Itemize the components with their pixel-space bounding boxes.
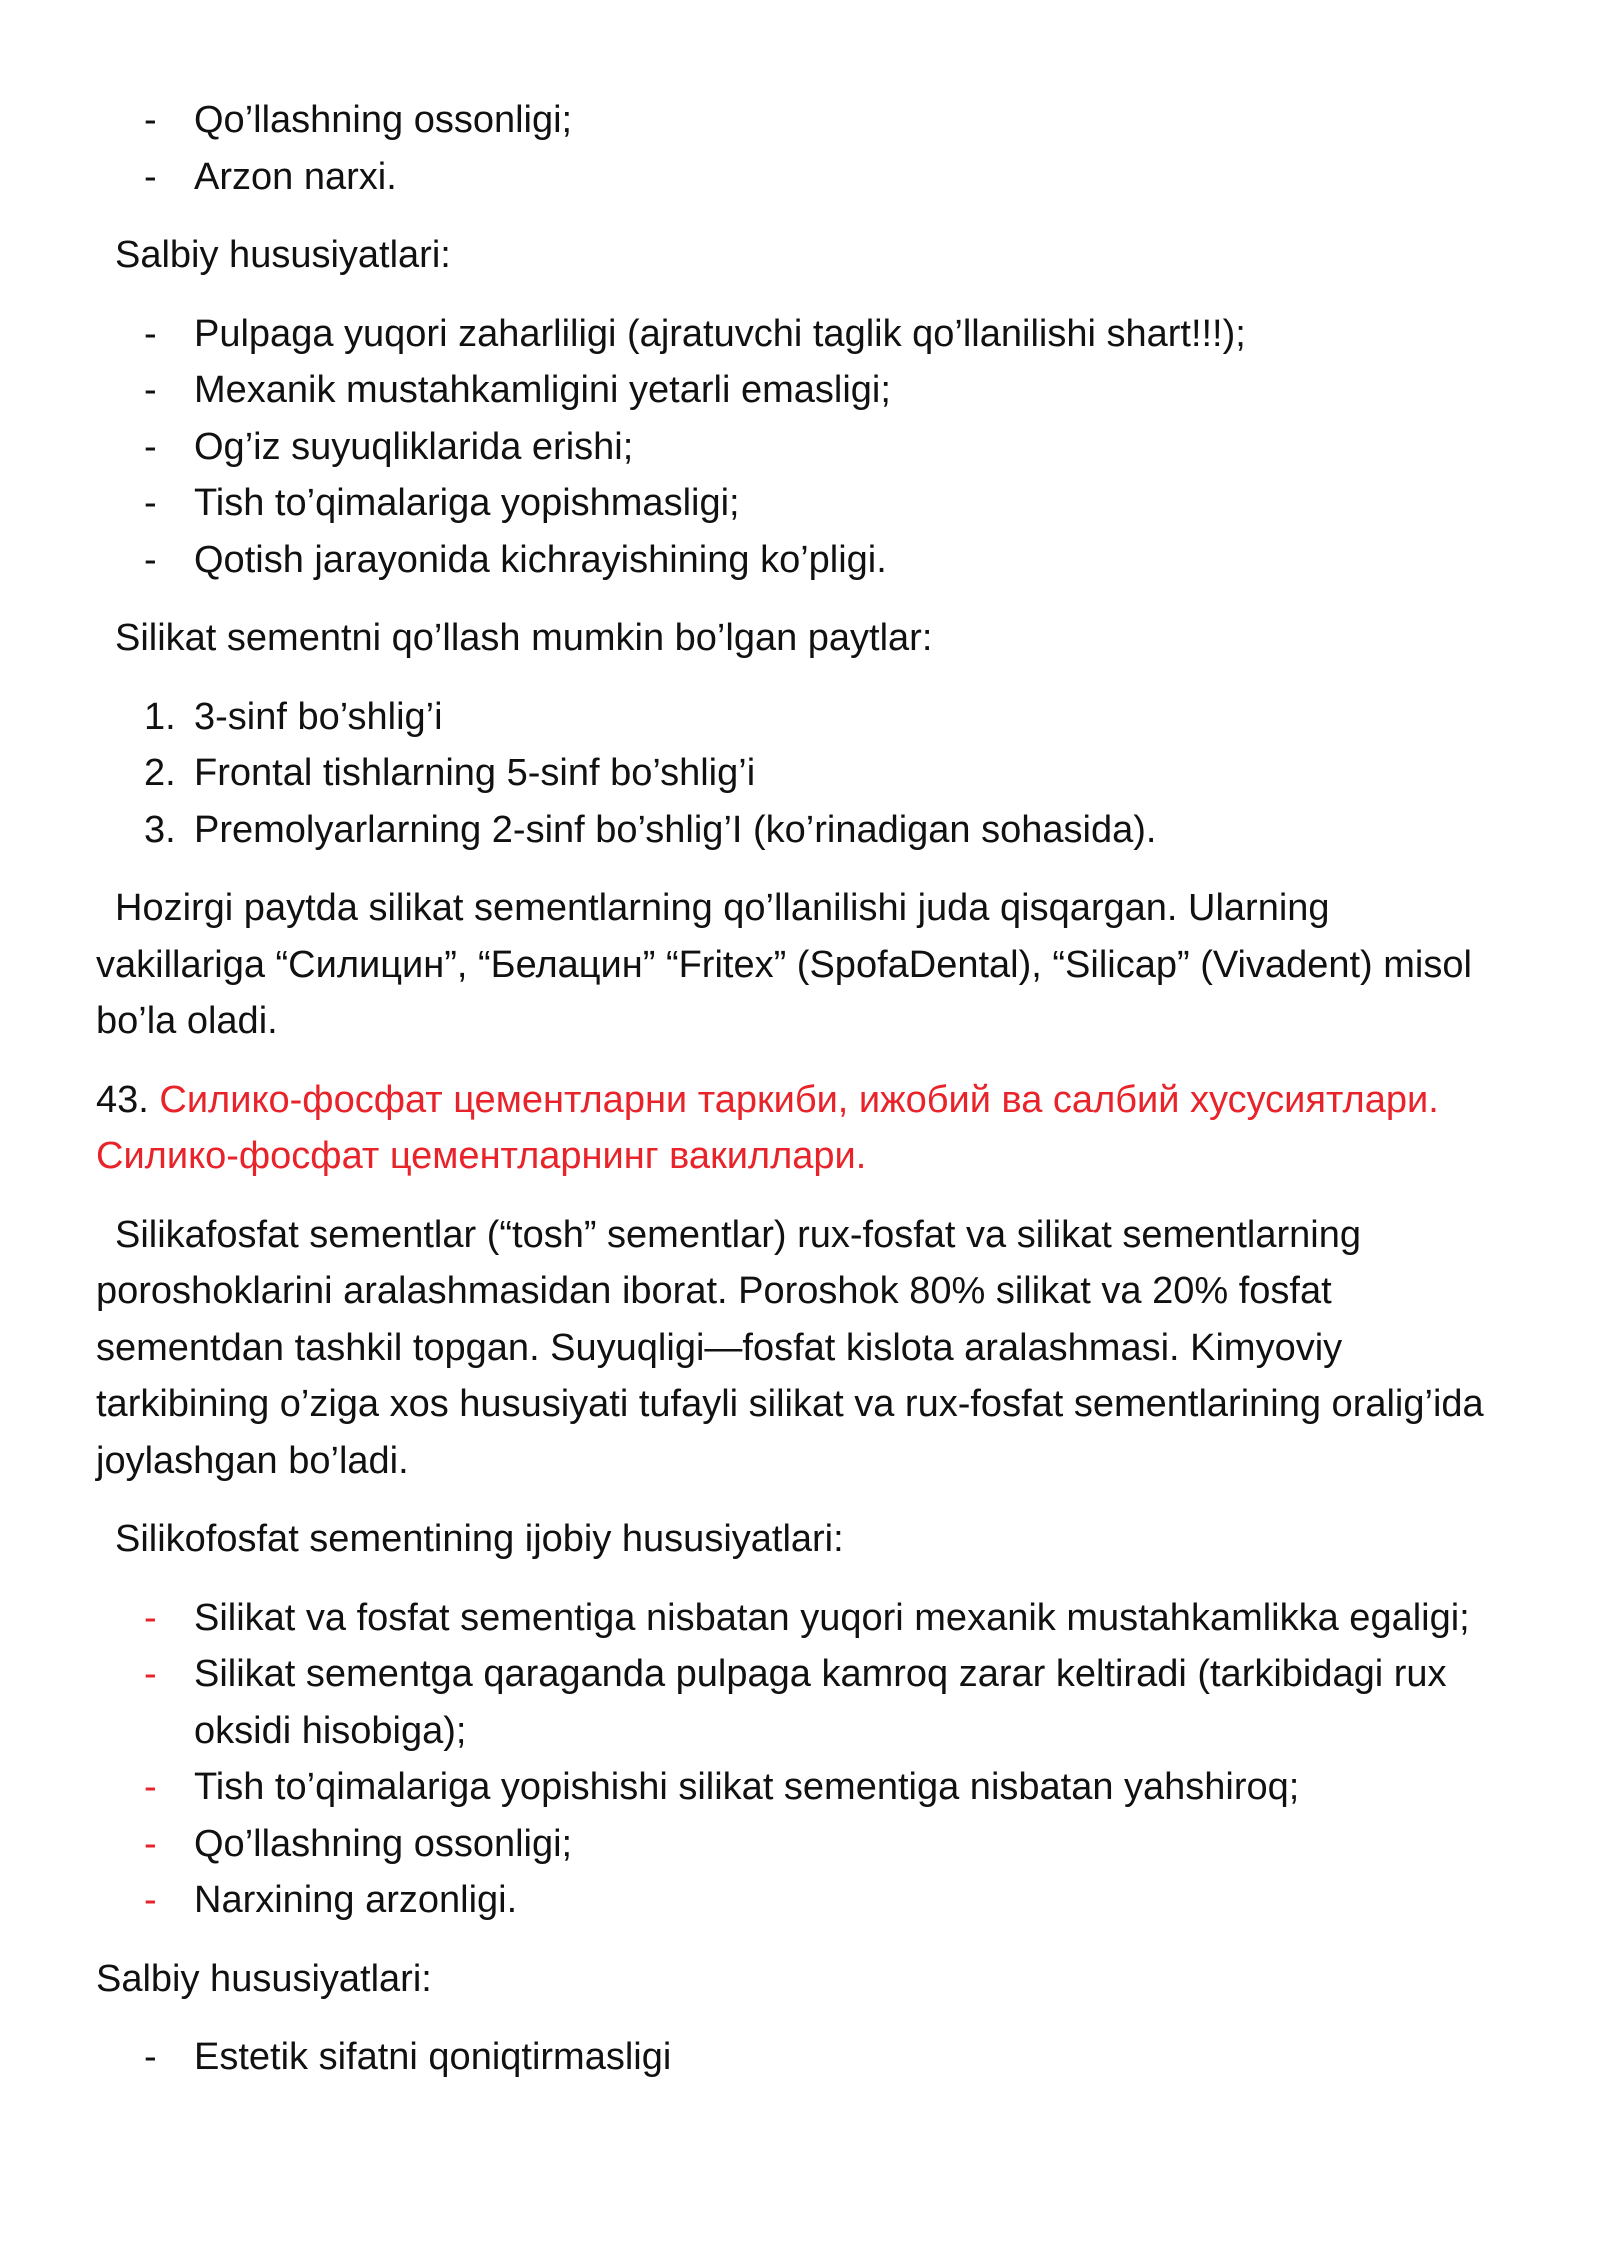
silikafosfat-text: Silikafosfat sementlar (“tosh” sementlar) rux-fosfat va silikat sementlarning poroshoklarini aralashmasidan iborat. Poroshok 80% silikat va 20% fosfat sementdan tashkil topgan. Suyuqligi—fosfat kislota aralashmasi. Kimyoviy tarkibining o’ziga xos hususiyati tufayli silikat va rux-fosfat sementlarining oralig’ida joylashgan bo’ladi.: [96, 1213, 1484, 1482]
list-item: [96, 1590, 1504, 1647]
list-item-text: Og’iz suyuqliklarida erishi;: [194, 425, 634, 468]
list-item-text: Qotish jarayonida kichrayishining ko’pligi.: [194, 538, 887, 581]
hozirgi-text: Hozirgi paytda silikat sementlarning qo’llanilishi juda qisqargan. Ularning vakillariga “Силицин”, “Белацин” “Fritex” (SpofaDental), “Silicap” (Vivadent) misol bo’la oladi.: [96, 887, 1472, 1042]
list-item: [96, 306, 1504, 363]
list-item: [96, 475, 1504, 532]
list-item: [96, 1816, 1504, 1873]
usage-heading: Silikat sementni qo’llash mumkin bo’lgan paytlar:: [115, 617, 933, 659]
section-number: 43.: [96, 1078, 149, 1121]
bullet-dash: -: [144, 1596, 157, 1639]
list-item-text: 3-sinf bo’shlig’i: [194, 695, 443, 738]
bullet-dash: -: [144, 538, 157, 581]
section-title: Силико-фосфат цементларни таркиби, ижобий ва салбий хусусиятлари. Силико-фосфат цементларнинг вакиллари.: [96, 1078, 1439, 1177]
list-item-text: Premolyarlarning 2-sinf bo’shlig’I (ko’rinadigan sohasida).: [194, 808, 1157, 851]
advantages-list-continued: [96, 92, 1504, 205]
numbered-item: [96, 745, 1504, 802]
list-item: [96, 362, 1504, 419]
list-item-text: Estetik sifatni qoniqtirmasligi: [194, 2036, 672, 2078]
item-number: 2.: [144, 752, 176, 794]
list-item-text: Arzon narxi.: [194, 155, 397, 198]
list-item-text: Qo’llashning ossonligi;: [194, 1822, 573, 1865]
numbered-item: [96, 689, 1504, 746]
salbiy-heading: Salbiy hususiyatlari:: [115, 234, 451, 276]
bullet-dash: -: [144, 2036, 157, 2078]
hozirgi-paragraph: [96, 880, 1504, 1050]
disadvantages-list: [96, 306, 1504, 589]
list-item-text: Qo’llashning ossonligi;: [194, 99, 573, 141]
bullet-dash: -: [144, 1766, 157, 1808]
section-43-heading: [96, 1072, 1504, 1185]
list-item-text: Mexanik mustahkamligini yetarli emasligi;: [194, 369, 891, 411]
bullet-dash: -: [144, 1879, 157, 1921]
usage-list: [96, 689, 1504, 859]
list-item-text: Tish to’qimalariga yopishmasligi;: [194, 482, 740, 524]
numbered-item: [96, 802, 1504, 859]
bullet-dash: -: [144, 1653, 157, 1695]
bullet-dash: -: [144, 155, 157, 198]
ijobiy-heading: Silikofosfat sementining ijobiy hususiyatlari:: [115, 1518, 844, 1560]
list-item-text: Pulpaga yuqori zaharliligi (ajratuvchi taglik qo’llanilishi shart!!!);: [194, 312, 1246, 355]
list-item-text: Narxining arzonligi.: [194, 1879, 518, 1921]
bullet-dash: -: [144, 425, 157, 468]
list-item: [96, 149, 1504, 206]
silikafosfat-paragraph: [96, 1207, 1504, 1490]
list-item: [96, 419, 1504, 476]
list-item: [96, 532, 1504, 589]
list-item: [96, 1759, 1504, 1816]
item-number: 1.: [144, 695, 176, 738]
salbiy-heading-2: Salbiy hususiyatlari:: [96, 1957, 432, 2000]
list-item-text: Silikat va fosfat sementiga nisbatan yuqori mexanik mustahkamlikka egaligi;: [194, 1596, 1470, 1639]
list-item: [96, 2029, 1504, 2086]
list-item-text: Silikat sementga qaraganda pulpaga kamroq zarar keltiradi (tarkibidagi rux oksidi hisobiga);: [194, 1653, 1447, 1752]
list-item-text: Tish to’qimalariga yopishishi silikat sementiga nisbatan yahshiroq;: [194, 1766, 1300, 1808]
list-item-text: Frontal tishlarning 5-sinf bo’shlig’i: [194, 752, 756, 794]
list-item: [96, 1646, 1504, 1759]
ijobiy-list: [96, 1590, 1504, 1929]
bullet-dash: -: [144, 369, 157, 411]
bullet-dash: -: [144, 482, 157, 524]
item-number: 3.: [144, 808, 176, 851]
bullet-dash: -: [144, 312, 157, 355]
disadvantages-list-2: [96, 2029, 1504, 2086]
list-item: [96, 92, 1504, 149]
bullet-dash: -: [144, 1822, 157, 1865]
bullet-dash: -: [144, 99, 157, 141]
list-item: [96, 1872, 1504, 1929]
